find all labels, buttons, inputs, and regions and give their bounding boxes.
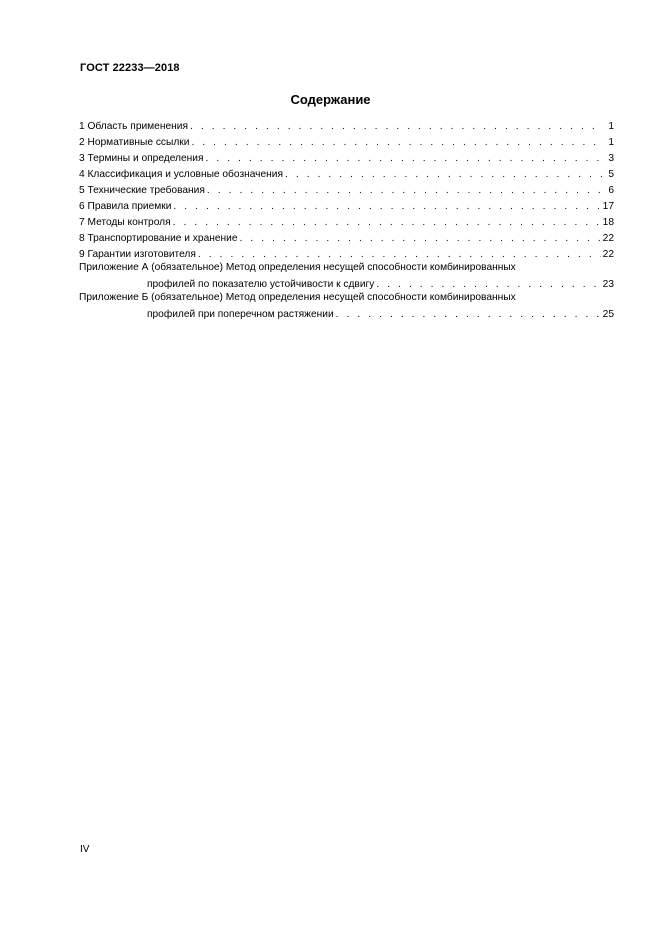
toc-entry-6[interactable] [79, 197, 614, 213]
toc-entry-page: 23 [602, 279, 614, 290]
document-code: ГОСТ 22233—2018 [80, 62, 180, 74]
toc-entry-label: 5 Технические требования [79, 185, 205, 196]
toc-entry-page: 25 [602, 309, 614, 320]
toc-entry-page: 3 [608, 153, 614, 164]
dot-leader [376, 279, 600, 291]
toc-entry-8[interactable] [79, 229, 614, 245]
toc-annex-continuation [79, 306, 614, 321]
toc-entry-label: 4 Классификация и условные обозначения [79, 169, 283, 180]
toc-entry-7[interactable] [79, 213, 614, 229]
toc-entry-page: 18 [602, 217, 614, 228]
toc-annex-a[interactable] [79, 262, 614, 291]
toc-entry-label: 9 Гарантии изготовителя [79, 249, 196, 260]
toc-annex-subtitle: профилей по показателю устойчивости к сдвигу [147, 279, 375, 290]
toc-annex-title: Приложение Б (обязательное) Метод определения несущей способности комбинированных [79, 292, 516, 303]
toc-entry-label: 6 Правила приемки [79, 201, 172, 212]
toc-entry-page: 6 [608, 185, 614, 196]
toc-entry-label: 3 Термины и определения [79, 153, 204, 164]
page-number: IV [80, 844, 90, 855]
dot-leader [191, 137, 602, 149]
dot-leader [207, 185, 602, 197]
dot-leader [173, 201, 600, 213]
toc-entry-page: 17 [602, 201, 614, 212]
toc-entry-page: 1 [608, 137, 614, 148]
dot-leader [190, 121, 602, 133]
dot-leader [336, 309, 601, 321]
toc-entry-page: 22 [602, 249, 614, 260]
toc-annex-subtitle: профилей при поперечном растяжении [147, 309, 334, 320]
dot-leader [173, 217, 601, 229]
toc-entry-5[interactable] [79, 181, 614, 197]
dot-leader [285, 169, 602, 181]
toc-entry-page: 1 [608, 121, 614, 132]
dot-leader [240, 233, 601, 245]
toc-entry-page: 5 [608, 169, 614, 180]
toc-title: Содержание [290, 92, 371, 107]
toc-entry-label: 1 Область применения [79, 121, 188, 132]
toc-entry-label: 8 Транспортирование и хранение [79, 233, 238, 244]
toc-entry-page: 22 [602, 233, 614, 244]
dot-leader [205, 153, 602, 165]
toc-annex-continuation [79, 276, 614, 291]
toc-entry-label: 7 Методы контроля [79, 217, 171, 228]
toc-entry-1[interactable] [79, 117, 614, 133]
toc-entry-4[interactable] [79, 165, 614, 181]
toc-entry-2[interactable] [79, 133, 614, 149]
toc-entry-3[interactable] [79, 149, 614, 165]
toc-entry-label: 2 Нормативные ссылки [79, 137, 190, 148]
dot-leader [198, 249, 601, 261]
toc-annex-title: Приложение А (обязательное) Метод определения несущей способности комбинированных [79, 262, 516, 273]
toc-annex-b[interactable] [79, 292, 614, 321]
table-of-contents [79, 117, 614, 321]
toc-entry-9[interactable] [79, 245, 614, 261]
